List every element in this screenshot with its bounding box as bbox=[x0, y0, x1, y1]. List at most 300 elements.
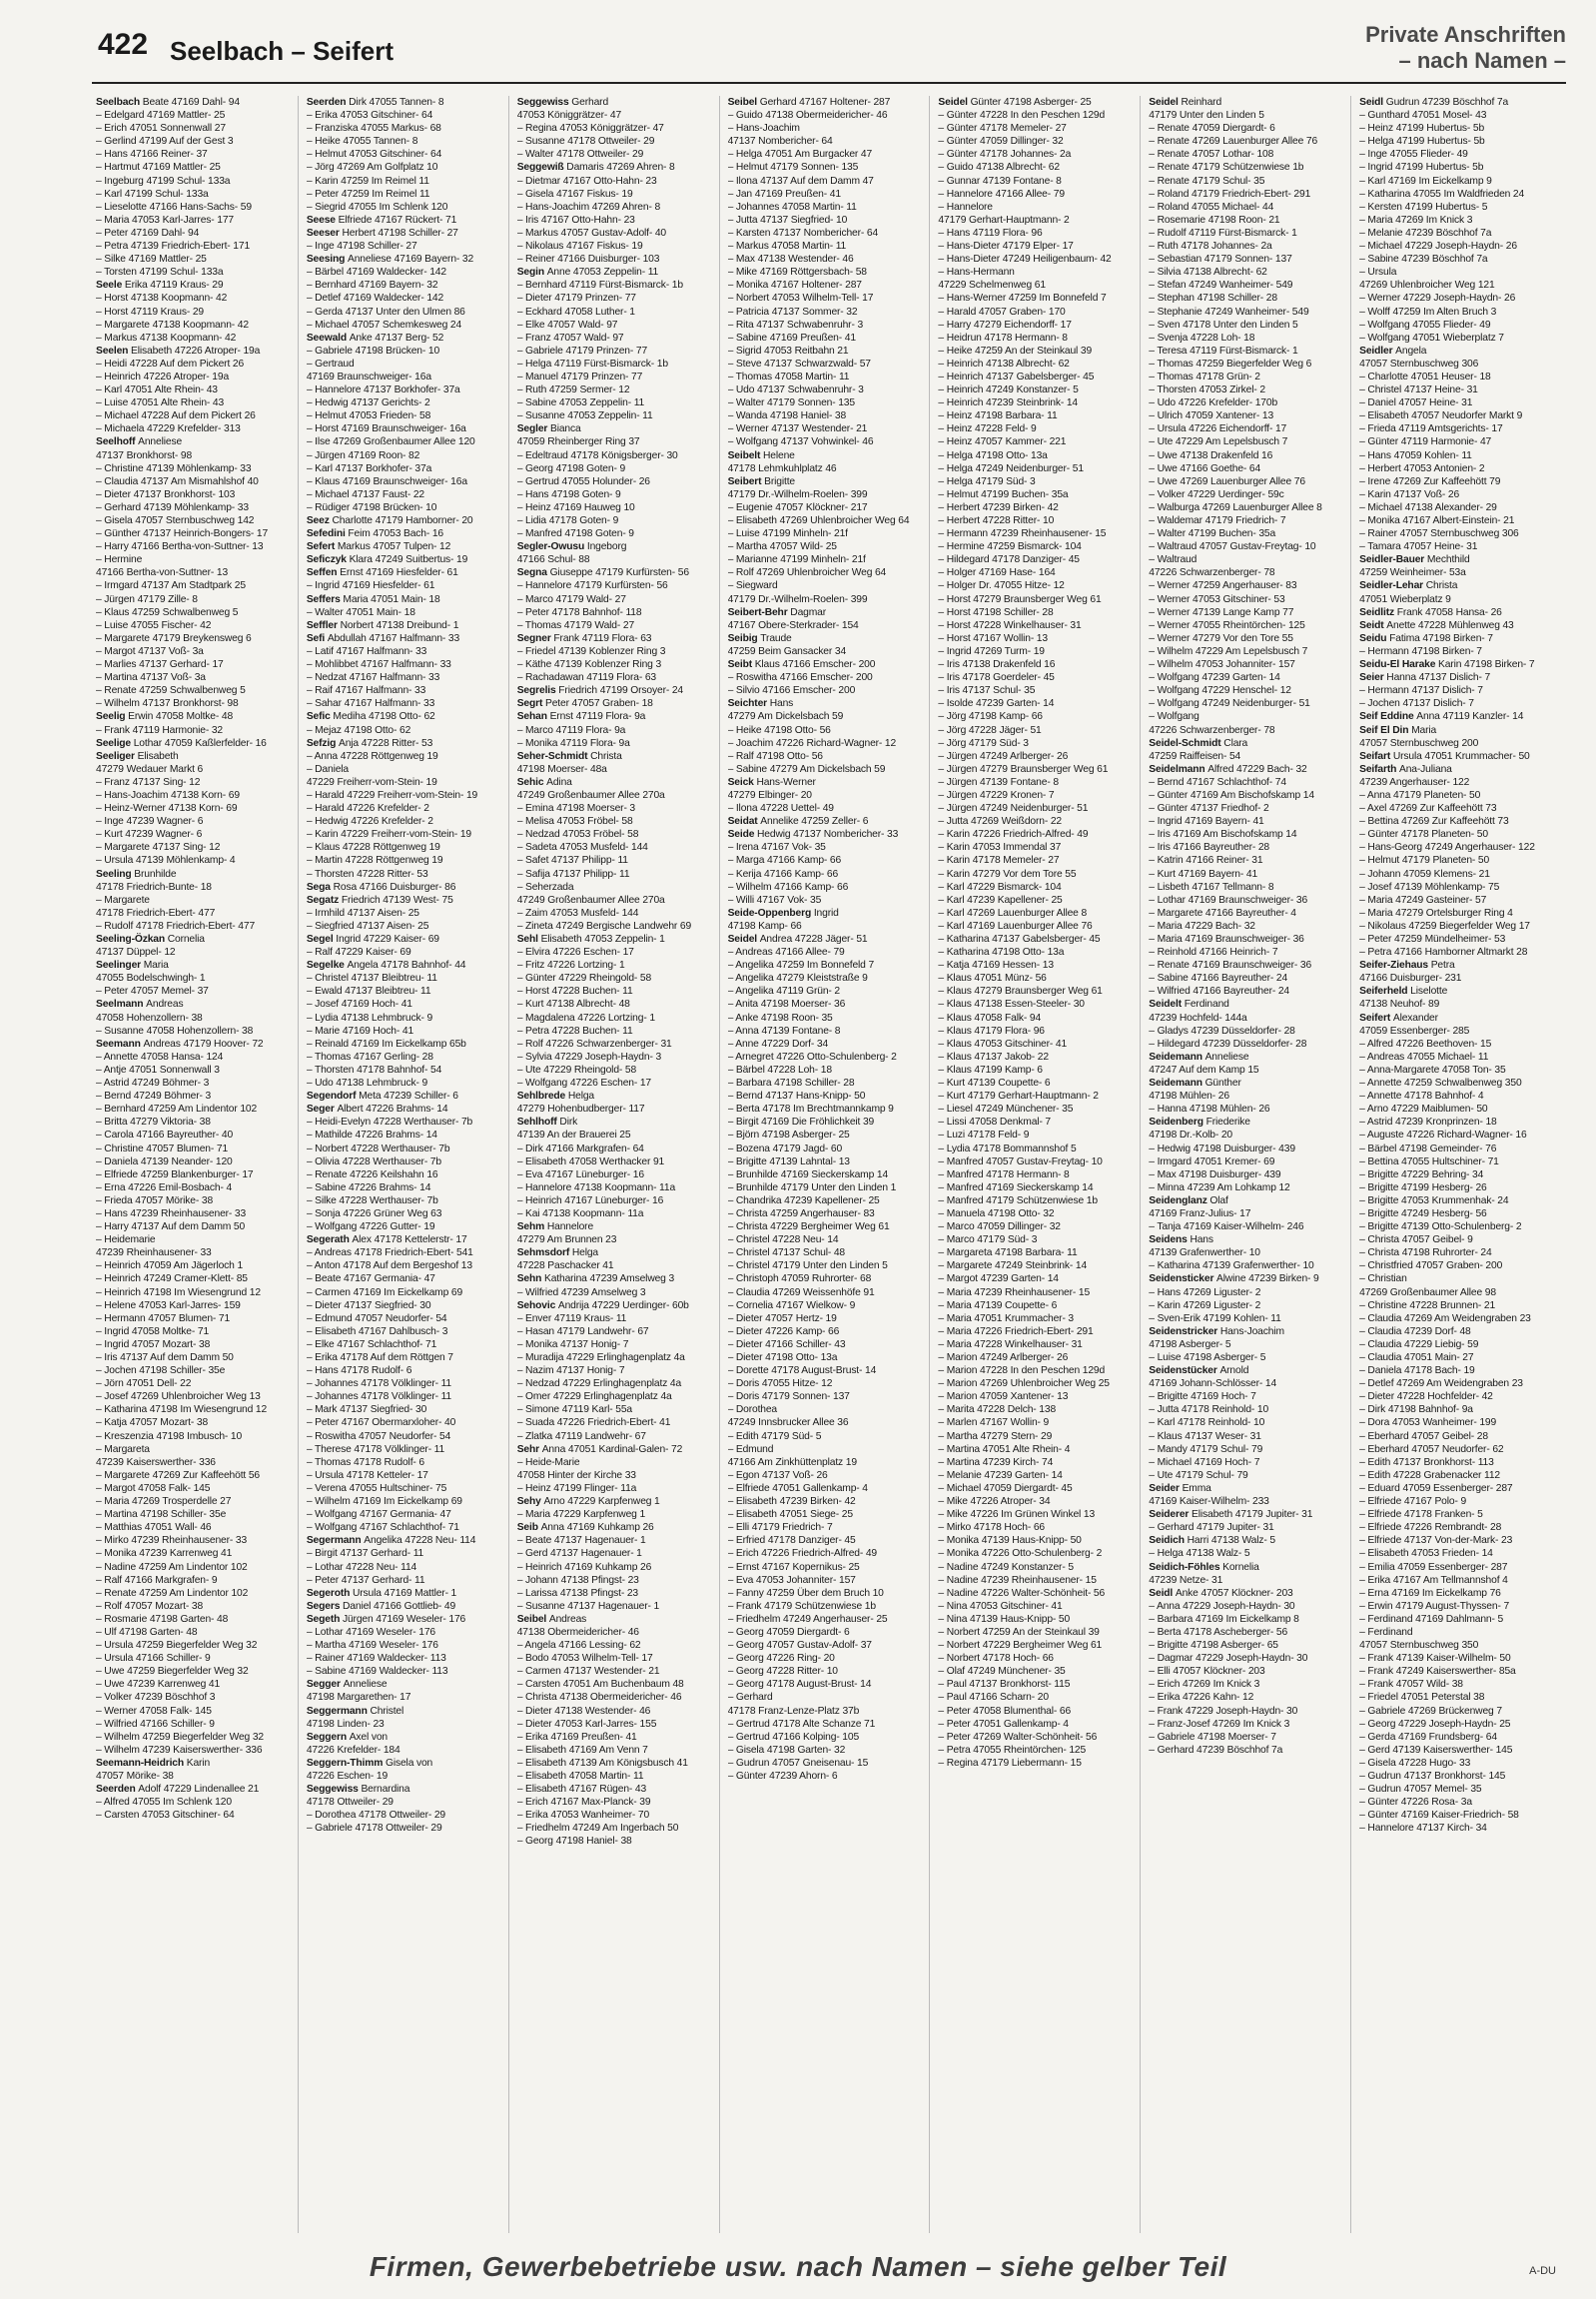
directory-entry bbox=[1149, 540, 1346, 553]
directory-entry bbox=[307, 1587, 504, 1600]
directory-entry bbox=[938, 1390, 1136, 1403]
directory-entry bbox=[307, 201, 504, 214]
entry-text: – Helga 47249 Neidenburger- 51 bbox=[938, 462, 1084, 474]
directory-entry bbox=[728, 1064, 926, 1077]
directory-entry bbox=[728, 1705, 926, 1718]
directory-entry bbox=[1149, 1718, 1346, 1731]
directory-entry bbox=[938, 422, 1136, 435]
entry-text: – Christian bbox=[1359, 1273, 1407, 1285]
entry-text: – Siegfried 47137 Aisen- 25 bbox=[306, 920, 429, 932]
surname: Seifert bbox=[1359, 1012, 1393, 1024]
directory-entry bbox=[96, 566, 294, 579]
entry-text: – Beate 47167 Germania- 47 bbox=[306, 1273, 435, 1285]
directory-entry bbox=[938, 881, 1136, 894]
entry-text: – Holger Dr. 47055 Hitze- 12 bbox=[938, 580, 1065, 592]
surname: Seidemann bbox=[1149, 1078, 1205, 1090]
surname: Seggewiß bbox=[516, 162, 567, 174]
entry-text: Hannelore bbox=[546, 1221, 594, 1233]
directory-entry bbox=[96, 933, 294, 946]
entry-text: – Günter 47119 Harmonie- 47 bbox=[1359, 436, 1492, 448]
directory-column bbox=[728, 96, 931, 2233]
directory-entry bbox=[728, 1718, 926, 1731]
entry-text: – Werner 47055 Rheintörchen- 125 bbox=[1149, 619, 1305, 631]
entry-text: 47178 Ottweiler- 29 bbox=[306, 1797, 394, 1809]
directory-entry bbox=[517, 422, 715, 435]
directory-entry bbox=[728, 1678, 926, 1691]
directory-entry bbox=[938, 854, 1136, 867]
directory-entry bbox=[1149, 148, 1346, 161]
surname: Seide bbox=[727, 829, 757, 841]
entry-text: Annelike 47259 Zeller- 6 bbox=[760, 816, 869, 828]
entry-text: – Gabriele 47198 Moerser- 7 bbox=[1149, 1731, 1276, 1743]
directory-entry bbox=[728, 306, 926, 319]
entry-text: Christa bbox=[590, 750, 622, 762]
entry-text: – Lieselotte 47166 Hans-Sachs- 59 bbox=[96, 201, 252, 213]
directory-entry bbox=[307, 227, 504, 240]
entry-text: – Helene 47053 Karl-Jarres- 159 bbox=[96, 1299, 241, 1311]
directory-entry bbox=[517, 1835, 715, 1848]
entry-text: – Joachim 47226 Richard-Wagner- 12 bbox=[727, 737, 897, 749]
directory-entry bbox=[1149, 907, 1346, 920]
surname: Seifer-Ziehaus bbox=[1359, 960, 1431, 972]
directory-entry bbox=[728, 606, 926, 619]
entry-text: 47055 Bodelschwingh- 1 bbox=[96, 973, 206, 985]
entry-text: – Sabine 47166 Bayreuther- 24 bbox=[1149, 973, 1288, 985]
directory-entry bbox=[728, 1090, 926, 1103]
directory-entry bbox=[1359, 175, 1558, 188]
directory-entry bbox=[96, 1547, 294, 1560]
entry-text: Alfred 47229 Bach- 32 bbox=[1207, 763, 1307, 775]
directory-entry bbox=[307, 697, 504, 710]
directory-entry bbox=[96, 1430, 294, 1443]
entry-text: – Guido 47138 Albrecht- 62 bbox=[938, 162, 1060, 174]
entry-text: – Marion 47249 Arlberger- 26 bbox=[938, 1352, 1069, 1363]
entry-text: – Alfred 47226 Beethoven- 15 bbox=[1359, 1038, 1492, 1050]
entry-text: – Anna 47179 Planeten- 50 bbox=[1359, 789, 1481, 801]
entry-text: – Josef 47139 Möhlenkamp- 75 bbox=[1359, 881, 1500, 893]
directory-entry bbox=[96, 1652, 294, 1665]
entry-text: – Simone 47119 Karl- 55a bbox=[516, 1404, 632, 1416]
entry-text: – Marco 47119 Flora- 9a bbox=[516, 724, 626, 736]
entry-text: – Elisabeth 47051 Siege- 25 bbox=[727, 1509, 853, 1521]
directory-entry bbox=[517, 383, 715, 396]
entry-text: – Ferdinand bbox=[1359, 1626, 1413, 1638]
entry-text: Erika 47119 Kraus- 29 bbox=[124, 280, 224, 292]
entry-text: – Christel 47137 Heine- 31 bbox=[1359, 384, 1478, 396]
directory-entry bbox=[96, 488, 294, 501]
entry-text: – Rudolf 47178 Friedrich-Ebert- 477 bbox=[96, 920, 256, 932]
entry-text: – Horst 47279 Braunsberger Weg 61 bbox=[938, 593, 1102, 605]
directory-entry bbox=[96, 632, 294, 645]
surname: Seidler-Lehar bbox=[1359, 580, 1426, 592]
entry-text: – Christa 47198 Ruhrorter- 24 bbox=[1359, 1247, 1492, 1259]
entry-text: – Elli 47179 Friedrich- 7 bbox=[727, 1522, 833, 1534]
directory-entry bbox=[1149, 1286, 1346, 1299]
entry-text: – Annette 47259 Schwalbenweg 350 bbox=[1359, 1078, 1522, 1090]
directory-entry bbox=[517, 1456, 715, 1469]
directory-entry bbox=[1149, 697, 1346, 710]
entry-text: – Maria 47228 Winkelhauser- 31 bbox=[938, 1338, 1083, 1350]
surname: Sehmsdorf bbox=[516, 1247, 572, 1259]
directory-entry bbox=[96, 1783, 294, 1796]
entry-text: 47166 Am Zinkhüttenplatz 19 bbox=[727, 1456, 857, 1468]
directory-entry bbox=[938, 1351, 1136, 1364]
entry-text: – Lothar 47169 Weseler- 176 bbox=[306, 1626, 435, 1638]
entry-text: – Astrid 47249 Böhmer- 3 bbox=[96, 1078, 210, 1090]
entry-text: – Sigrid 47053 Reitbahn 21 bbox=[727, 345, 849, 357]
directory-entry bbox=[938, 1456, 1136, 1469]
directory-entry bbox=[1359, 710, 1558, 723]
entry-text: – Elfriede 47259 Blankenburger- 17 bbox=[96, 1168, 254, 1180]
directory-entry bbox=[1149, 1143, 1346, 1155]
directory-entry bbox=[728, 1652, 926, 1665]
entry-text: Maria bbox=[143, 960, 169, 972]
directory-entry bbox=[307, 449, 504, 462]
entry-text: – Stephan 47198 Schiller- 28 bbox=[1149, 293, 1277, 305]
directory-entry bbox=[307, 1259, 504, 1272]
surname: Seidensticker bbox=[1149, 1273, 1217, 1285]
entry-text: – Mike 47226 Im Grünen Winkel 13 bbox=[938, 1509, 1096, 1521]
surname: Seifarth bbox=[1359, 763, 1399, 775]
directory-entry bbox=[938, 1064, 1136, 1077]
footer-code: A-DU bbox=[1529, 2265, 1556, 2277]
entry-text: – Emina 47198 Moerser- 3 bbox=[516, 803, 636, 815]
directory-entry bbox=[517, 1012, 715, 1025]
directory-entry bbox=[938, 292, 1136, 305]
directory-entry bbox=[307, 1377, 504, 1390]
entry-text: – Hans 47239 Rheinhausener- 33 bbox=[96, 1207, 247, 1219]
entry-text: – Rainer 47169 Waldecker- 113 bbox=[306, 1653, 446, 1665]
directory-entry bbox=[1359, 1574, 1558, 1587]
entry-text: – Dorothea bbox=[727, 1404, 778, 1416]
directory-entry bbox=[517, 475, 715, 488]
directory-entry bbox=[96, 1639, 294, 1652]
directory-entry bbox=[938, 1443, 1136, 1456]
entry-text: – Thomas 47058 Martin- 11 bbox=[727, 371, 850, 383]
entry-text: – Brigitte 47053 Krummenhak- 24 bbox=[1359, 1194, 1509, 1206]
directory-entry bbox=[307, 645, 504, 658]
entry-text: – Marco 47179 Wald- 27 bbox=[516, 593, 626, 605]
directory-entry bbox=[938, 1181, 1136, 1194]
entry-text: – Günter 47229 Rheingold- 58 bbox=[516, 973, 652, 985]
entry-text: – Edith 47137 Bronkhorst- 113 bbox=[1359, 1456, 1494, 1468]
entry-text: – Regina 47179 Liebermann- 15 bbox=[938, 1757, 1082, 1769]
directory-entry bbox=[96, 1587, 294, 1600]
entry-text: – Martina 47239 Kirch- 74 bbox=[938, 1456, 1054, 1468]
entry-text: – Luise 47055 Fischer- 42 bbox=[96, 619, 212, 631]
directory-entry bbox=[938, 1547, 1136, 1560]
directory-entry bbox=[1149, 1025, 1346, 1038]
directory-entry bbox=[517, 1351, 715, 1364]
entry-text: – Irmgard 47051 Kremer- 69 bbox=[1149, 1155, 1275, 1167]
directory-entry bbox=[1359, 1364, 1558, 1377]
entry-text: – Brigitte 47229 Behring- 34 bbox=[1359, 1168, 1484, 1180]
entry-text: – Manfred 47057 Gustav-Freytag- 10 bbox=[938, 1155, 1103, 1167]
entry-text: – Friedel 47139 Koblenzer Ring 3 bbox=[516, 645, 666, 657]
directory-entry bbox=[307, 737, 504, 750]
entry-text: Helene bbox=[763, 449, 795, 461]
entry-text: – Christa 47259 Angerhauser- 83 bbox=[727, 1207, 875, 1219]
surname: Seide-Oppenberg bbox=[727, 907, 814, 919]
entry-text: – Gunthard 47051 Mosel- 43 bbox=[1359, 110, 1487, 122]
directory-column bbox=[96, 96, 299, 2233]
directory-entry bbox=[1359, 1129, 1558, 1142]
entry-text: 47269 Großenbaumer Allee 98 bbox=[1359, 1286, 1496, 1298]
entry-text: – Doris 47179 Sonnen- 137 bbox=[727, 1391, 850, 1403]
directory-entry bbox=[1149, 684, 1346, 697]
directory-entry bbox=[517, 854, 715, 867]
entry-text: – Christoph 47059 Ruhrorter- 68 bbox=[727, 1273, 872, 1285]
directory-entry bbox=[1359, 109, 1558, 122]
entry-text: – Ingrid 47169 Bayern- 41 bbox=[1149, 816, 1264, 828]
entry-text: Ana-Juliana bbox=[1399, 763, 1452, 775]
entry-text: – Björn 47198 Asberger- 25 bbox=[727, 1130, 850, 1142]
entry-text: – Sabine 47279 Am Dickelsbach 59 bbox=[727, 763, 886, 775]
directory-entry bbox=[1149, 854, 1346, 867]
entry-text: Arnold bbox=[1219, 1365, 1249, 1377]
entry-text: – Jürgen 47249 Neidenburger- 51 bbox=[938, 803, 1089, 815]
entry-text: – Magdalena 47226 Lortzing- 1 bbox=[516, 1012, 655, 1024]
directory-entry bbox=[307, 1534, 504, 1547]
directory-entry bbox=[938, 253, 1136, 266]
entry-text: – Claudia 47137 Am Mismahlshof 40 bbox=[96, 475, 259, 487]
entry-text: – Ingrid 47057 Mozart- 38 bbox=[96, 1338, 211, 1350]
entry-text: – Andreas 47166 Allee- 79 bbox=[727, 947, 845, 959]
directory-entry bbox=[307, 1665, 504, 1678]
directory-entry bbox=[1149, 881, 1346, 894]
directory-entry bbox=[938, 475, 1136, 488]
directory-entry bbox=[1359, 292, 1558, 305]
directory-entry bbox=[1149, 279, 1346, 292]
directory-entry bbox=[307, 488, 504, 501]
entry-text: – Susanne 47053 Zeppelin- 11 bbox=[516, 410, 653, 422]
entry-text: – Claudia 47269 Weissenhöfe 91 bbox=[727, 1286, 875, 1298]
entry-text: – Karl 47169 Im Eickelkamp 9 bbox=[1359, 175, 1492, 187]
entry-text: – Hildegard 47178 Danziger- 45 bbox=[938, 554, 1080, 566]
entry-text: – Martina 47137 Voß- 3a bbox=[96, 672, 206, 684]
entry-text: – Rosemarie 47198 Roon- 21 bbox=[1149, 214, 1280, 226]
entry-text: – Heike 47259 An der Steinkaul 39 bbox=[938, 345, 1093, 357]
surname: Seibel bbox=[516, 1613, 549, 1625]
directory-entry bbox=[1359, 606, 1558, 619]
directory-entry bbox=[517, 553, 715, 566]
directory-entry bbox=[938, 553, 1136, 566]
directory-entry bbox=[728, 1377, 926, 1390]
directory-entry bbox=[517, 1325, 715, 1338]
entry-text: – Erika 47226 Kahn- 12 bbox=[1149, 1692, 1254, 1704]
entry-text: – Brigitte 47139 Otto-Schulenberg- 2 bbox=[1359, 1221, 1522, 1233]
directory-entry bbox=[1359, 1613, 1558, 1626]
directory-entry bbox=[728, 1312, 926, 1325]
entry-text: – Auguste 47226 Richard-Wagner- 16 bbox=[1359, 1130, 1527, 1142]
surname: Segin bbox=[516, 267, 547, 279]
directory-entry bbox=[1359, 881, 1558, 894]
directory-entry bbox=[1359, 593, 1558, 606]
directory-entry bbox=[307, 96, 504, 109]
entry-text: – Manuela 47198 Otto- 32 bbox=[938, 1207, 1055, 1219]
entry-text: Anneliese bbox=[343, 1679, 388, 1691]
entry-text: – Ursula 47166 Schiller- 9 bbox=[96, 1653, 211, 1665]
entry-text: – Iris 47138 Drakenfeld 16 bbox=[938, 659, 1056, 671]
surname: Seerden bbox=[96, 1784, 139, 1796]
entry-text: 47239 Rheinhausener- 33 bbox=[96, 1247, 212, 1259]
entry-text: – Sabine 47169 Waldecker- 113 bbox=[306, 1666, 448, 1678]
directory-entry bbox=[96, 122, 294, 135]
entry-text: – Marianne 47199 Minheln- 21f bbox=[727, 554, 866, 566]
entry-text: – Minna 47239 Am Lohkamp 12 bbox=[1149, 1181, 1290, 1193]
entry-text: Hans bbox=[1190, 1234, 1213, 1246]
directory-entry bbox=[728, 279, 926, 292]
directory-entry bbox=[307, 854, 504, 867]
entry-text: Hanna 47137 Dislich- 7 bbox=[1386, 672, 1491, 684]
entry-text: – Jürgen 47229 Kronen- 7 bbox=[938, 789, 1055, 801]
entry-text: – Hermine bbox=[96, 554, 143, 566]
directory-entry bbox=[307, 462, 504, 475]
surname: Seeliger bbox=[96, 750, 138, 762]
surname: Seggewiss bbox=[516, 97, 572, 108]
directory-entry bbox=[307, 815, 504, 828]
directory-entry bbox=[728, 1168, 926, 1181]
directory-entry bbox=[1359, 396, 1558, 409]
entry-text: – Maria 47249 Gasteiner- 57 bbox=[1359, 894, 1487, 906]
entry-text: – Ursula 47178 Ketteler- 17 bbox=[306, 1469, 428, 1481]
directory-entry bbox=[307, 1718, 504, 1731]
directory-entry bbox=[96, 135, 294, 148]
directory-entry bbox=[938, 409, 1136, 422]
entry-text: – Manfred 47169 Sieckerskamp 14 bbox=[938, 1181, 1094, 1193]
directory-entry bbox=[1359, 1338, 1558, 1351]
directory-entry bbox=[1149, 1403, 1346, 1416]
entry-text: – Dorothea 47178 Ottweiler- 29 bbox=[306, 1810, 446, 1822]
entry-text: – Hartmut 47169 Mattler- 25 bbox=[96, 162, 221, 174]
entry-text: – Gertrud 47055 Holunder- 26 bbox=[516, 475, 650, 487]
entry-text: – Klaus 47279 Braunsberger Weg 61 bbox=[938, 986, 1103, 998]
directory-entry bbox=[1359, 1443, 1558, 1456]
directory-entry bbox=[96, 1757, 294, 1770]
entry-text: – Margareta 47198 Barbara- 11 bbox=[938, 1247, 1078, 1259]
entry-text: 47057 Sternbuschweg 350 bbox=[1359, 1640, 1479, 1652]
directory-entry bbox=[307, 514, 504, 527]
directory-entry bbox=[307, 671, 504, 684]
entry-text: – Katrin 47166 Reiner- 31 bbox=[1149, 855, 1263, 867]
directory-entry bbox=[1149, 1521, 1346, 1534]
directory-entry bbox=[96, 645, 294, 658]
directory-entry bbox=[96, 383, 294, 396]
directory-entry bbox=[1149, 332, 1346, 345]
directory-entry bbox=[96, 462, 294, 475]
directory-entry bbox=[728, 201, 926, 214]
directory-entry bbox=[96, 540, 294, 553]
entry-text: – Astrid 47239 Kronprinzen- 18 bbox=[1359, 1117, 1497, 1129]
entry-text: – Renate 47269 Lauenburger Allee 76 bbox=[1149, 136, 1318, 148]
entry-text: Emma bbox=[1182, 1482, 1211, 1494]
directory-entry bbox=[938, 907, 1136, 920]
entry-text: Meta 47239 Schiller- 6 bbox=[359, 1091, 458, 1103]
directory-entry bbox=[938, 1103, 1136, 1116]
entry-text: – Susanne 47058 Hohenzollern- 38 bbox=[96, 1025, 254, 1037]
directory-entry bbox=[1359, 828, 1558, 841]
directory-entry bbox=[307, 266, 504, 279]
entry-text: 47179 Dr.-Wilhelm-Roelen- 399 bbox=[727, 488, 868, 500]
directory-entry bbox=[96, 1116, 294, 1129]
directory-entry bbox=[96, 737, 294, 750]
directory-entry bbox=[96, 579, 294, 592]
entry-text: – Sabine 47239 Böschhof 7a bbox=[1359, 254, 1488, 266]
directory-entry bbox=[728, 1770, 926, 1783]
directory-entry bbox=[938, 488, 1136, 501]
entry-text: – Olivia 47228 Werthauser- 7b bbox=[306, 1155, 441, 1167]
directory-entry bbox=[1149, 422, 1346, 435]
directory-entry bbox=[1359, 188, 1558, 201]
entry-text: – Klaus 47137 Weser- 31 bbox=[1149, 1430, 1261, 1442]
entry-text: Katharina 47239 Amselweg 3 bbox=[544, 1273, 675, 1285]
entry-text: – Gabriele 47269 Brückenweg 7 bbox=[1359, 1705, 1502, 1717]
entry-text: – Karin 47178 Memeler- 27 bbox=[938, 855, 1060, 867]
directory-entry bbox=[1359, 763, 1558, 776]
entry-text: – Christine 47057 Blumen- 71 bbox=[96, 1143, 229, 1154]
directory-entry bbox=[307, 907, 504, 920]
directory-entry bbox=[1359, 1587, 1558, 1600]
directory-entry bbox=[307, 240, 504, 253]
directory-entry bbox=[938, 933, 1136, 946]
entry-text: – Gudrun 47137 Bronkhorst- 145 bbox=[1359, 1771, 1506, 1782]
entry-text: – Thorsten 47228 Ritter- 53 bbox=[306, 868, 428, 880]
directory-entry bbox=[1149, 96, 1346, 109]
directory-entry bbox=[307, 1809, 504, 1822]
entry-text: 47228 Paschacker 41 bbox=[516, 1260, 614, 1272]
directory-entry bbox=[307, 1403, 504, 1416]
directory-entry bbox=[96, 1534, 294, 1547]
directory-entry bbox=[938, 1025, 1136, 1038]
directory-entry bbox=[517, 1286, 715, 1299]
entry-text: – Walter 47179 Sonnen- 135 bbox=[727, 397, 855, 409]
directory-entry bbox=[1149, 1534, 1346, 1547]
directory-entry bbox=[96, 1051, 294, 1064]
entry-text: – Berta 47178 Ascheberger- 56 bbox=[1149, 1626, 1288, 1638]
entry-text: – Brigitte 47199 Hesberg- 26 bbox=[1359, 1181, 1487, 1193]
directory-entry bbox=[517, 1822, 715, 1835]
directory-entry bbox=[938, 1129, 1136, 1142]
entry-text: – Klaus 47259 Schwalbenweg 5 bbox=[96, 606, 239, 618]
entry-text: Ingeborg bbox=[586, 541, 627, 553]
directory-entry bbox=[1359, 998, 1558, 1011]
directory-entry bbox=[728, 1587, 926, 1600]
directory-entry bbox=[307, 1364, 504, 1377]
entry-text: Adolf 47229 Lindenallee 21 bbox=[138, 1784, 260, 1796]
directory-entry bbox=[1149, 1731, 1346, 1744]
entry-text: – Luise 47198 Asberger- 5 bbox=[1149, 1352, 1266, 1363]
entry-text: – Harald 47226 Krefelder- 2 bbox=[306, 803, 429, 815]
directory-entry bbox=[1149, 122, 1346, 135]
directory-entry bbox=[96, 1469, 294, 1482]
entry-text: – Marion 47269 Uhlenbroicher Weg 25 bbox=[938, 1378, 1110, 1390]
entry-text: – Doris 47055 Hitze- 12 bbox=[727, 1378, 833, 1390]
entry-text: – Stefan 47249 Wanheimer- 549 bbox=[1149, 280, 1293, 292]
directory-entry bbox=[307, 1652, 504, 1665]
directory-entry bbox=[728, 1364, 926, 1377]
directory-entry bbox=[1359, 1718, 1558, 1731]
directory-entry bbox=[96, 1691, 294, 1704]
entry-text: 47239 Kaiserswerther- 336 bbox=[96, 1456, 216, 1468]
entry-text: – Monika 47119 Flora- 9a bbox=[516, 737, 630, 749]
entry-text: – Elisabeth 47053 Frieden- 14 bbox=[1359, 1548, 1493, 1560]
directory-entry bbox=[1149, 998, 1346, 1011]
surname: Seffers bbox=[306, 593, 344, 605]
entry-text: – Steve 47137 Schwarzwald- 57 bbox=[727, 358, 871, 370]
directory-entry bbox=[517, 345, 715, 358]
directory-entry bbox=[728, 1626, 926, 1639]
entry-text: – Marlies 47137 Gerhard- 17 bbox=[96, 659, 224, 671]
